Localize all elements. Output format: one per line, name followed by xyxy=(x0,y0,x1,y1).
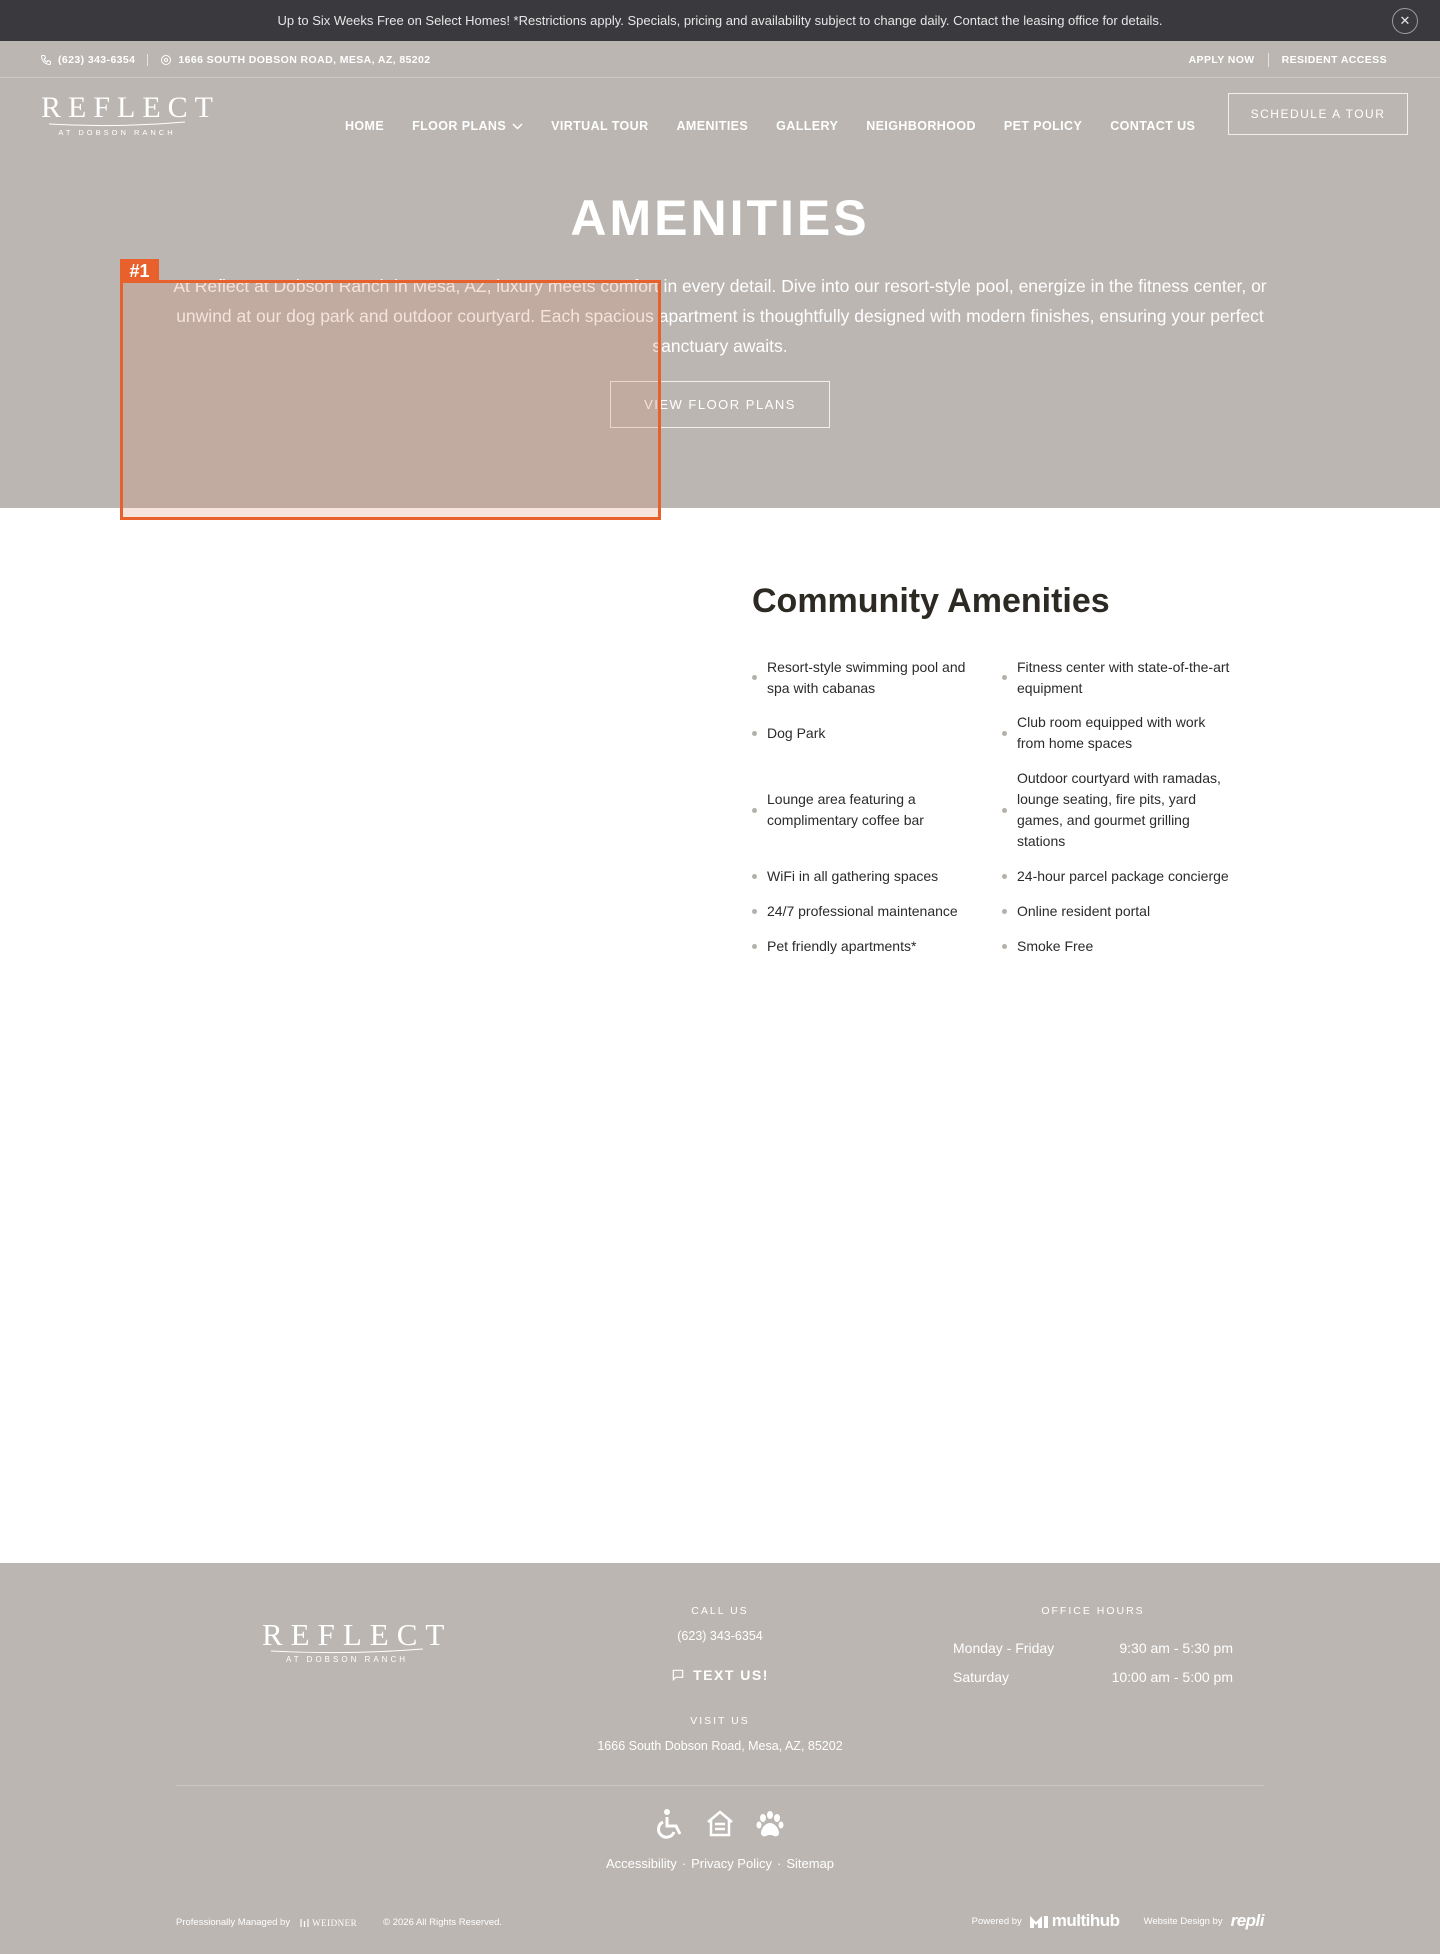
site-logo[interactable] xyxy=(34,91,221,137)
footer-logo[interactable] xyxy=(254,1617,453,1664)
bullet-icon xyxy=(752,808,757,813)
amenities-list xyxy=(752,650,1252,964)
nav-pet-policy[interactable]: PET POLICY xyxy=(1003,119,1083,133)
weidner-logo[interactable] xyxy=(300,1918,357,1928)
nav-neighborhood[interactable]: NEIGHBORHOOD xyxy=(866,119,976,133)
amenity-text: Fitness center with state-of-the-art equipment xyxy=(1017,658,1230,696)
multihub-logo[interactable] xyxy=(1030,1911,1120,1931)
address-link[interactable] xyxy=(160,54,430,66)
divider xyxy=(147,54,148,66)
phone-text: (623) 343-6354 xyxy=(58,53,136,66)
powered-by-label: Powered by xyxy=(971,1915,1022,1927)
footer-address-link[interactable]: 1666 South Dobson Road, Mesa, AZ, 85202 xyxy=(597,1739,843,1753)
office-hours xyxy=(953,1633,1233,1691)
annotation-label: #1 xyxy=(120,259,159,283)
amenity-text: Dog Park xyxy=(767,724,826,741)
nav-floor-plans-label: FLOOR PLANS xyxy=(412,119,507,133)
hours-days: Saturday xyxy=(953,1668,1010,1685)
footer-links xyxy=(0,1856,1440,1871)
pet-paw-icon xyxy=(755,1809,785,1839)
resident-access-link[interactable]: RESIDENT ACCESS xyxy=(1281,53,1387,66)
list-item xyxy=(1002,866,1252,887)
footer-credits-right xyxy=(972,1911,1264,1931)
chat-bubble-icon xyxy=(671,1668,685,1682)
equal-housing-icon xyxy=(705,1809,735,1839)
list-item xyxy=(1002,901,1252,922)
bullet-icon xyxy=(1002,808,1007,813)
amenity-row xyxy=(752,894,1252,929)
footer-logo-wordmark: REFLECT xyxy=(262,1617,453,1652)
amenity-text: Smoke Free xyxy=(1017,938,1094,954)
bullet-icon xyxy=(752,731,757,736)
design-by-label: Website Design by xyxy=(1143,1915,1223,1927)
amenities-heading: Community Amenities xyxy=(752,582,1110,620)
apply-now-link[interactable]: APPLY NOW xyxy=(1188,53,1255,66)
managed-by-label: Professionally Managed by xyxy=(176,1917,291,1928)
bullet-icon xyxy=(1002,675,1007,680)
bullet-icon xyxy=(752,675,757,680)
amenity-row xyxy=(752,929,1252,964)
bullet-icon xyxy=(1002,944,1007,949)
amenity-text: Outdoor courtyard with ramadas, lounge seating, fire pits, yard games, and gourmet grilling stations xyxy=(1017,770,1221,849)
text-us-label: TEXT US! xyxy=(693,1667,769,1683)
accessibility-link[interactable]: Accessibility xyxy=(605,1856,677,1871)
list-item xyxy=(752,936,1002,957)
hours-days: Monday - Friday xyxy=(953,1639,1055,1656)
hours-time: 10:00 am - 5:00 pm xyxy=(1111,1668,1233,1685)
amenity-text: WiFi in all gathering spaces xyxy=(767,868,939,884)
amenity-row xyxy=(752,761,1252,859)
logo-subtitle: AT DOBSON RANCH xyxy=(58,128,176,137)
list-item xyxy=(1002,657,1252,699)
nav-gallery[interactable]: GALLERY xyxy=(776,119,839,133)
visit-us-label: VISIT US xyxy=(690,1715,750,1727)
list-item xyxy=(1002,936,1252,957)
logo-wordmark: REFLECT xyxy=(41,91,221,124)
link-separator: · xyxy=(681,1856,687,1871)
bullet-icon xyxy=(752,909,757,914)
office-hours-label: OFFICE HOURS xyxy=(1041,1605,1145,1617)
amenity-row xyxy=(752,859,1252,894)
footer-phone-link[interactable]: (623) 343-6354 xyxy=(677,1629,763,1643)
amenity-text: 24/7 professional maintenance xyxy=(767,903,958,919)
phone-icon xyxy=(40,54,52,66)
multihub-mark-icon xyxy=(1030,1914,1048,1928)
nav-amenities[interactable]: AMENITIES xyxy=(676,119,749,133)
repli-logo[interactable]: repli xyxy=(1230,1911,1264,1930)
footer-credits-left xyxy=(176,1917,502,1928)
amenity-text: Resort-style swimming pool and spa with cabanas xyxy=(767,658,966,696)
phone-link[interactable] xyxy=(40,54,135,66)
nav-virtual-tour[interactable]: VIRTUAL TOUR xyxy=(551,119,649,133)
utility-bar xyxy=(0,41,1440,78)
footer-divider xyxy=(176,1785,1264,1786)
compliance-icons xyxy=(655,1807,785,1841)
nav-home[interactable]: HOME xyxy=(345,119,385,133)
list-item xyxy=(1002,768,1252,852)
hero-description: At Reflect at Dobson Ranch in Mesa, AZ, luxury meets comfort in every detail. Dive into our resort-style pool, energize in the fitness center, or unwind at our dog park and outdoor courtyard. Each spacious apartment is thoughtfully designed with modern finishes, ensuring your perfect sanctuary awaits. xyxy=(173,276,1267,356)
list-item xyxy=(752,657,1002,699)
bullet-icon xyxy=(1002,909,1007,914)
amenity-text: Lounge area featuring a complimentary coffee bar xyxy=(767,791,924,828)
chevron-down-icon xyxy=(512,123,523,130)
schedule-tour-button[interactable]: SCHEDULE A TOUR xyxy=(1228,93,1408,135)
list-item xyxy=(752,723,1002,744)
close-icon[interactable]: ✕ xyxy=(1392,8,1418,34)
amenity-text: Pet friendly apartments* xyxy=(767,938,917,954)
list-item xyxy=(752,789,1002,831)
page-title: AMENITIES xyxy=(570,190,870,246)
bullet-icon xyxy=(1002,731,1007,736)
footer-logo-subtitle: AT DOBSON RANCH xyxy=(285,1655,409,1664)
link-separator: · xyxy=(777,1856,782,1871)
bullet-icon xyxy=(1002,874,1007,879)
list-item xyxy=(752,901,1002,922)
sitemap-link[interactable]: Sitemap xyxy=(786,1856,835,1871)
amenity-row xyxy=(752,705,1252,761)
site-footer xyxy=(0,1563,1440,1954)
weidner-mark-icon xyxy=(300,1918,309,1928)
address-text: 1666 SOUTH DOBSON ROAD, MESA, AZ, 85202 xyxy=(178,53,431,66)
text-us-button[interactable] xyxy=(620,1667,820,1683)
multihub-text: multihub xyxy=(1051,1911,1120,1930)
main-nav xyxy=(345,113,1223,139)
nav-contact-us[interactable]: CONTACT US xyxy=(1110,119,1196,133)
amenity-row xyxy=(752,650,1252,705)
announcement-bar xyxy=(0,0,1440,41)
privacy-policy-link[interactable]: Privacy Policy xyxy=(691,1856,772,1871)
hours-time: 9:30 am - 5:30 pm xyxy=(1119,1639,1233,1656)
amenity-text: 24-hour parcel package concierge xyxy=(1017,868,1229,884)
amenity-text: Club room equipped with work from home spaces xyxy=(1017,714,1206,751)
annotation-box xyxy=(120,280,661,520)
location-pin-icon xyxy=(160,54,172,66)
weidner-text: WEIDNER xyxy=(312,1917,358,1928)
hours-row xyxy=(953,1633,1233,1662)
hours-row xyxy=(953,1662,1233,1691)
amenity-text: Online resident portal xyxy=(1017,903,1151,919)
bullet-icon xyxy=(752,944,757,949)
bullet-icon xyxy=(752,874,757,879)
call-us-label: CALL US xyxy=(691,1605,749,1617)
list-item xyxy=(1002,712,1252,754)
list-item xyxy=(752,866,1002,887)
announcement-text: Up to Six Weeks Free on Select Homes! *Restrictions apply. Specials, pricing and availability subject to change daily. Contact the leasing office for details. xyxy=(277,13,1163,28)
accessibility-icon xyxy=(655,1808,685,1840)
copyright-text: © 2026 All Rights Reserved. xyxy=(383,1917,503,1928)
nav-floor-plans[interactable] xyxy=(412,119,523,133)
view-floor-plans-button[interactable]: VIEW FLOOR PLANS xyxy=(610,381,830,428)
